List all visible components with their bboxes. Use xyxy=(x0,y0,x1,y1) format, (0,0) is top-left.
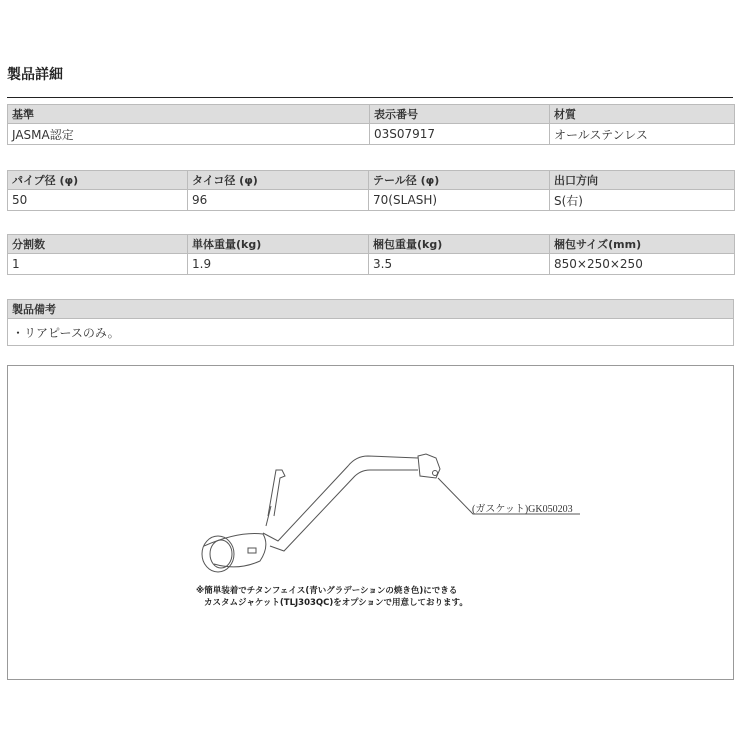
header-display-number: 表示番号 xyxy=(370,105,550,124)
product-diagram xyxy=(7,365,734,680)
value-package-size: 850×250×250 xyxy=(550,254,735,275)
header-muffler-diameter: タイコ径 (φ) xyxy=(188,171,369,190)
option-note-line-1: ※簡単装着でチタンフェイス(青いグラデーションの焼き色)にできる xyxy=(196,586,458,596)
value-notes: ・リアピースのみ。 xyxy=(8,319,734,346)
value-exit-direction: S(右) xyxy=(550,190,735,211)
value-display-number: 03S07917 xyxy=(370,124,550,145)
value-pipe-diameter: 50 xyxy=(8,190,188,211)
value-muffler-diameter: 96 xyxy=(188,190,369,211)
value-standard: JASMA認定 xyxy=(8,124,370,145)
spec-table-3 xyxy=(7,234,735,275)
header-package-size: 梱包サイズ(mm) xyxy=(550,235,735,254)
spec-table-notes xyxy=(7,299,734,346)
value-package-weight: 3.5 xyxy=(369,254,550,275)
header-pipe-diameter: パイプ径 (φ) xyxy=(8,171,188,190)
value-unit-weight: 1.9 xyxy=(188,254,369,275)
header-material: 材質 xyxy=(550,105,735,124)
title-divider xyxy=(7,97,733,98)
option-note xyxy=(196,585,468,609)
header-standard: 基準 xyxy=(8,105,370,124)
spec-table-1 xyxy=(7,104,735,145)
value-pieces: 1 xyxy=(8,254,188,275)
value-material: オールステンレス xyxy=(550,124,735,145)
muffler-illustration xyxy=(8,366,733,679)
header-pieces: 分割数 xyxy=(8,235,188,254)
value-tail-diameter: 70(SLASH) xyxy=(369,190,550,211)
header-unit-weight: 単体重量(kg) xyxy=(188,235,369,254)
header-notes: 製品備考 xyxy=(8,300,734,319)
header-exit-direction: 出口方向 xyxy=(550,171,735,190)
header-tail-diameter: テール径 (φ) xyxy=(369,171,550,190)
header-package-weight: 梱包重量(kg) xyxy=(369,235,550,254)
option-note-line-2: カスタムジャケット(TLJ303QC)をオプションで用意しております。 xyxy=(204,598,468,608)
spec-table-2 xyxy=(7,170,735,211)
page-title: 製品詳細 xyxy=(7,67,63,83)
gasket-label: (ガスケット)GK050203 xyxy=(472,504,573,515)
